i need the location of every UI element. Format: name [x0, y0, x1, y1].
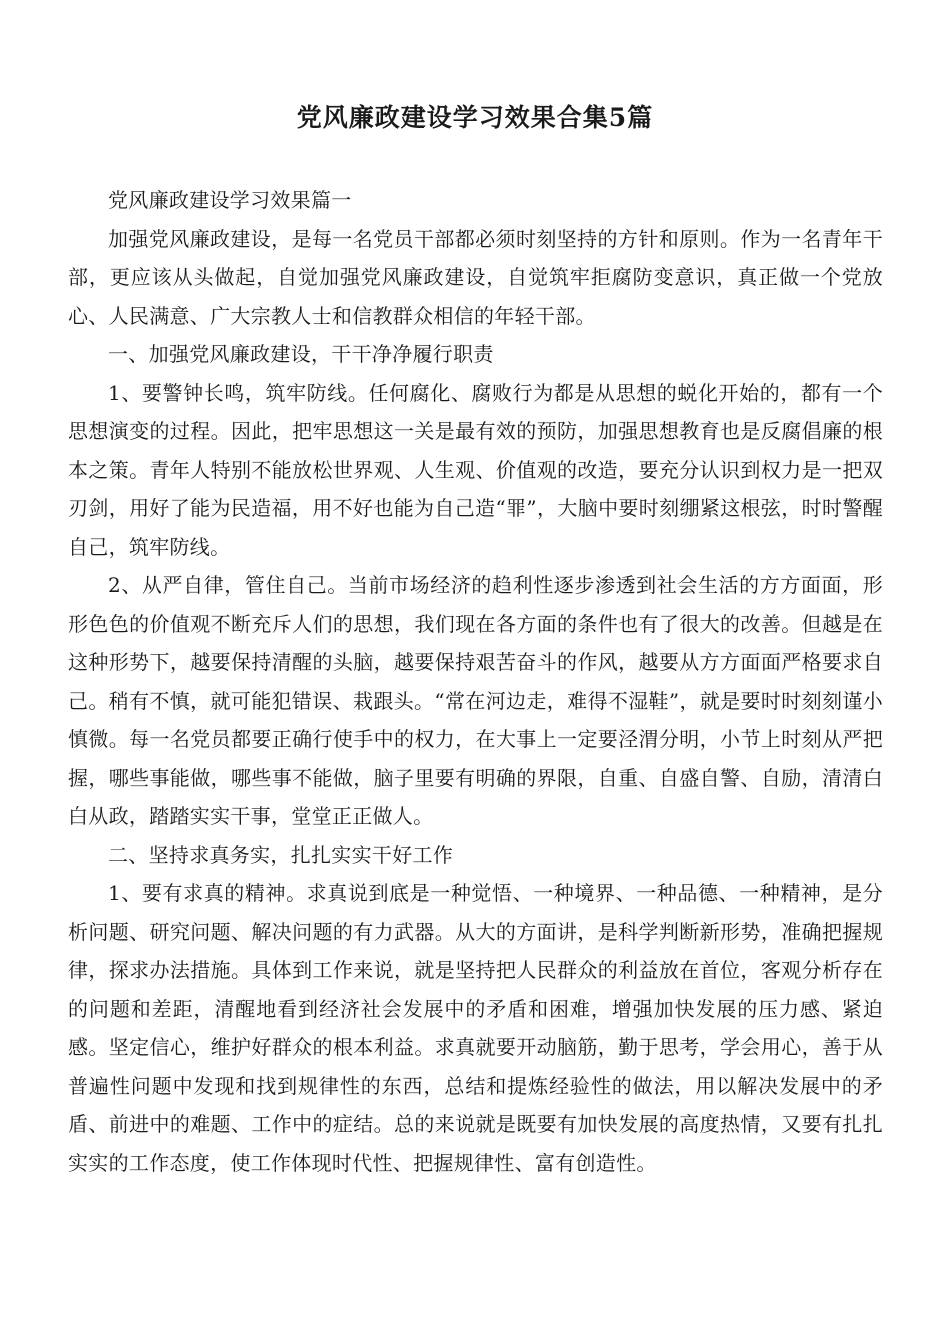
- subheading-1: 一、加强党风廉政建设，干干净净履行职责: [108, 342, 494, 366]
- document-body: [68, 181, 883, 1182]
- paragraph-intro: 加强党风廉政建设，是每一名党员干部都必须时刻坚持的方针和原则。作为一名青年干部，更应该从头做起，自觉加强党风廉政建设，自觉筑牢拒腐防变意识，真正做一个党放心、人民满意、广大宗教人士和信教群众相信的年轻干部。: [68, 226, 883, 328]
- subheading-2: 二、坚持求真务实，扎扎实实干好工作: [108, 842, 454, 867]
- paragraph-point-1: 1、要警钟长鸣，筑牢防线。任何腐化、腐败行为都是从思想的蜕化开始的，都有一个思想演变的过程。因此，把牢思想这一关是最有效的预防，加强思想教育也是反腐倡廉的根本之策。青年人特别不能放松世界观、人生观、价值观的改造，要充分认识到权力是一把双刃剑，用好了能为民造福，用不好也能为自己造“罪”，大脑中要时刻绷紧这根弦，时时警醒自己，筑牢防线。: [68, 380, 883, 559]
- paragraph-point-2: 2、从严自律，管住自己。当前市场经济的趋利性逐步渗透到社会生活的方方面面，形形色色的价值观不断充斥人们的思想，我们现在各方面的条件也有了很大的改善。但越是在这种形势下，越要保持清醒的头脑，越要保持艰苦奋斗的作风，越要从方方面面严格要求自己。稍有不慎，就可能犯错误、栽跟头。“常在河边走，难得不湿鞋”，就是要时时刻刻谨小慎微。每一名党员都要正确行使手中的权力，在大事上一定要泾渭分明，小节上时刻从严把握，哪些事能做，哪些事不能做，脑子里要有明确的界限，自重、自盛自警、自励，清清白白从政，踏踏实实干事，堂堂正正做人。: [68, 573, 883, 828]
- document-title: 党风廉政建设学习效果合集5篇: [296, 103, 654, 132]
- section-heading-1: 党风廉政建设学习效果篇一: [108, 188, 352, 212]
- paragraph-point-3: 1、要有求真的精神。求真说到底是一种觉悟、一种境界、一种品德、一种精神，是分析问题、研究问题、解决问题的有力武器。从大的方面讲，是科学判断新形势，准确把握规律，探求办法措施。具体到工作来说，就是坚持把人民群众的利益放在首位，客观分析存在的问题和差距，清醒地看到经济社会发展中的矛盾和困难，增强加快发展的压力感、紧迫感。坚定信心，维护好群众的根本利益。求真就要开动脑筋，勤于思考，学会用心，善于从普遍性问题中发现和找到规律性的东西，总结和提炼经验性的做法，用以解决发展中的矛盾、前进中的难题、工作中的症结。总的来说就是既要有加快发展的高度热情，又要有扎扎实实的工作态度，使工作体现时代性、把握规律性、富有创造性。: [68, 881, 883, 1175]
